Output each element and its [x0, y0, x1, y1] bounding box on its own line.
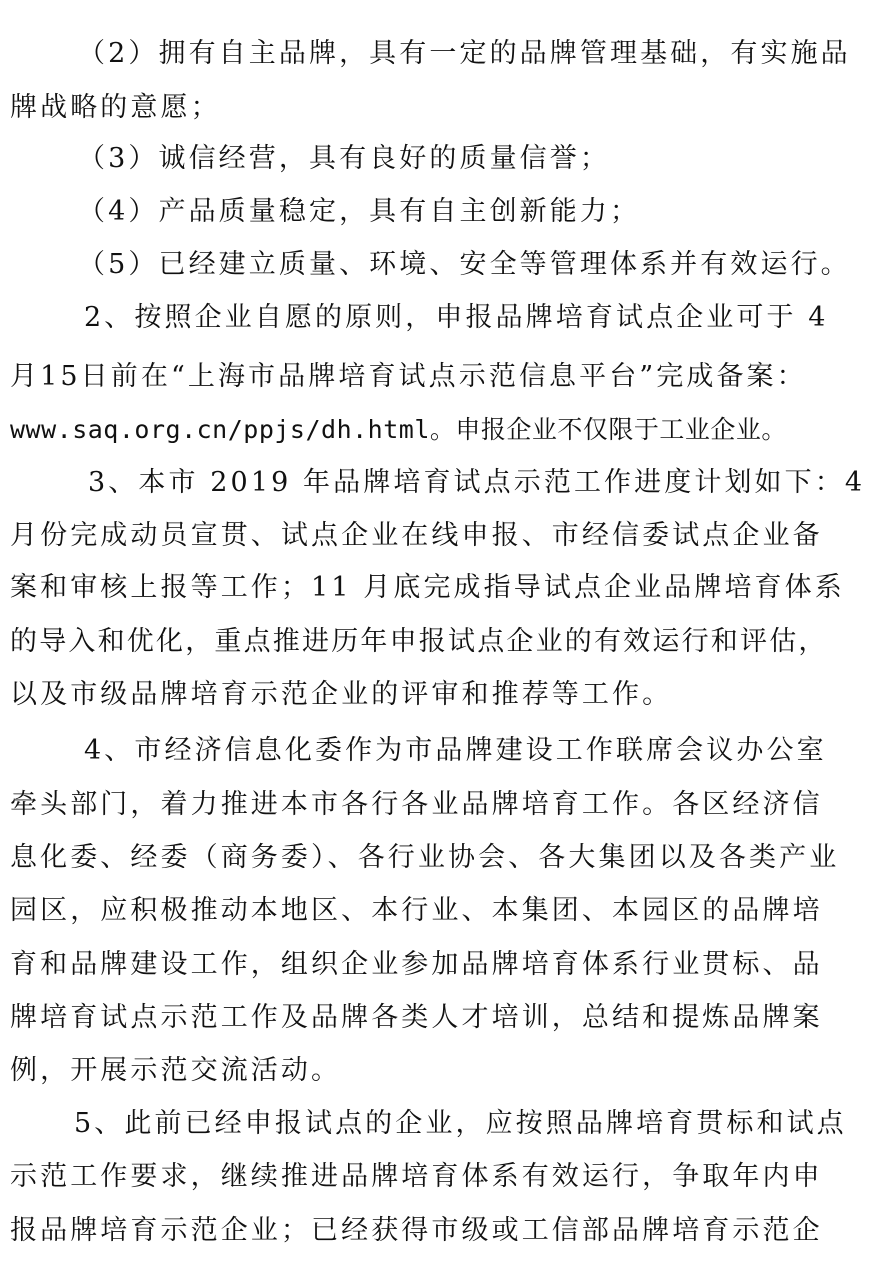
url-line: www.saq.org.cn/ppjs/dh.html。申报企业不仅限于工业企业。 [10, 415, 787, 444]
text-line: 月15日前在“上海市品牌培育试点示范信息平台”完成备案： [10, 361, 807, 392]
text-line: 牌培育试点示范工作及品牌各类人才培训，总结和提炼品牌案 [10, 1002, 823, 1033]
text-line: （5）已经建立质量、环境、安全等管理体系并有效运行。 [78, 249, 851, 280]
text-line: （4）产品质量稳定，具有自主创新能力； [78, 196, 641, 227]
text-line: 报品牌培育示范企业；已经获得市级或工信部品牌培育示范企 [10, 1215, 823, 1246]
text-line: 2、按照企业自愿的原则，申报品牌培育试点企业可于 4 [84, 302, 829, 333]
text-line: 月份完成动员宣贯、试点企业在线申报、市经信委试点企业备 [10, 520, 823, 551]
text-line: 牵头部门，着力推进本市各行各业品牌培育工作。各区经济信 [10, 789, 823, 820]
text-line: 的导入和优化，重点推进历年申报试点企业的有效运行和评估， [10, 626, 828, 657]
text-line: 5、此前已经申报试点的企业，应按照品牌培育贯标和试点 [74, 1108, 847, 1139]
text-line: 案和审核上报等工作；11 月底完成指导试点企业品牌培育体系 [10, 572, 845, 603]
text-line: （2）拥有自主品牌，具有一定的品牌管理基础，有实施品 [78, 38, 851, 69]
text-line: 息化委、经委（商务委）、各行业协会、各大集团以及各类产业 [10, 842, 840, 873]
text-line: 以及市级品牌培育示范企业的评审和推荐等工作。 [10, 679, 673, 710]
text-line: 牌战略的意愿； [10, 92, 221, 123]
text-line: 园区，应积极推动本地区、本行业、本集团、本园区的品牌培 [10, 895, 823, 926]
text-line: 育和品牌建设工作，组织企业参加品牌培育体系行业贯标、品 [10, 949, 823, 980]
text-line: 4、市经济信息化委作为市品牌建设工作联席会议办公室 [84, 735, 827, 766]
text-line: 例，开展示范交流活动。 [10, 1055, 342, 1086]
text-line: 3、本市 2019 年品牌培育试点示范工作进度计划如下：4 [88, 467, 866, 498]
text-line: （3）诚信经营，具有良好的质量信誉； [78, 143, 610, 174]
text-line: 示范工作要求，继续推进品牌培育体系有效运行，争取年内申 [10, 1161, 823, 1192]
